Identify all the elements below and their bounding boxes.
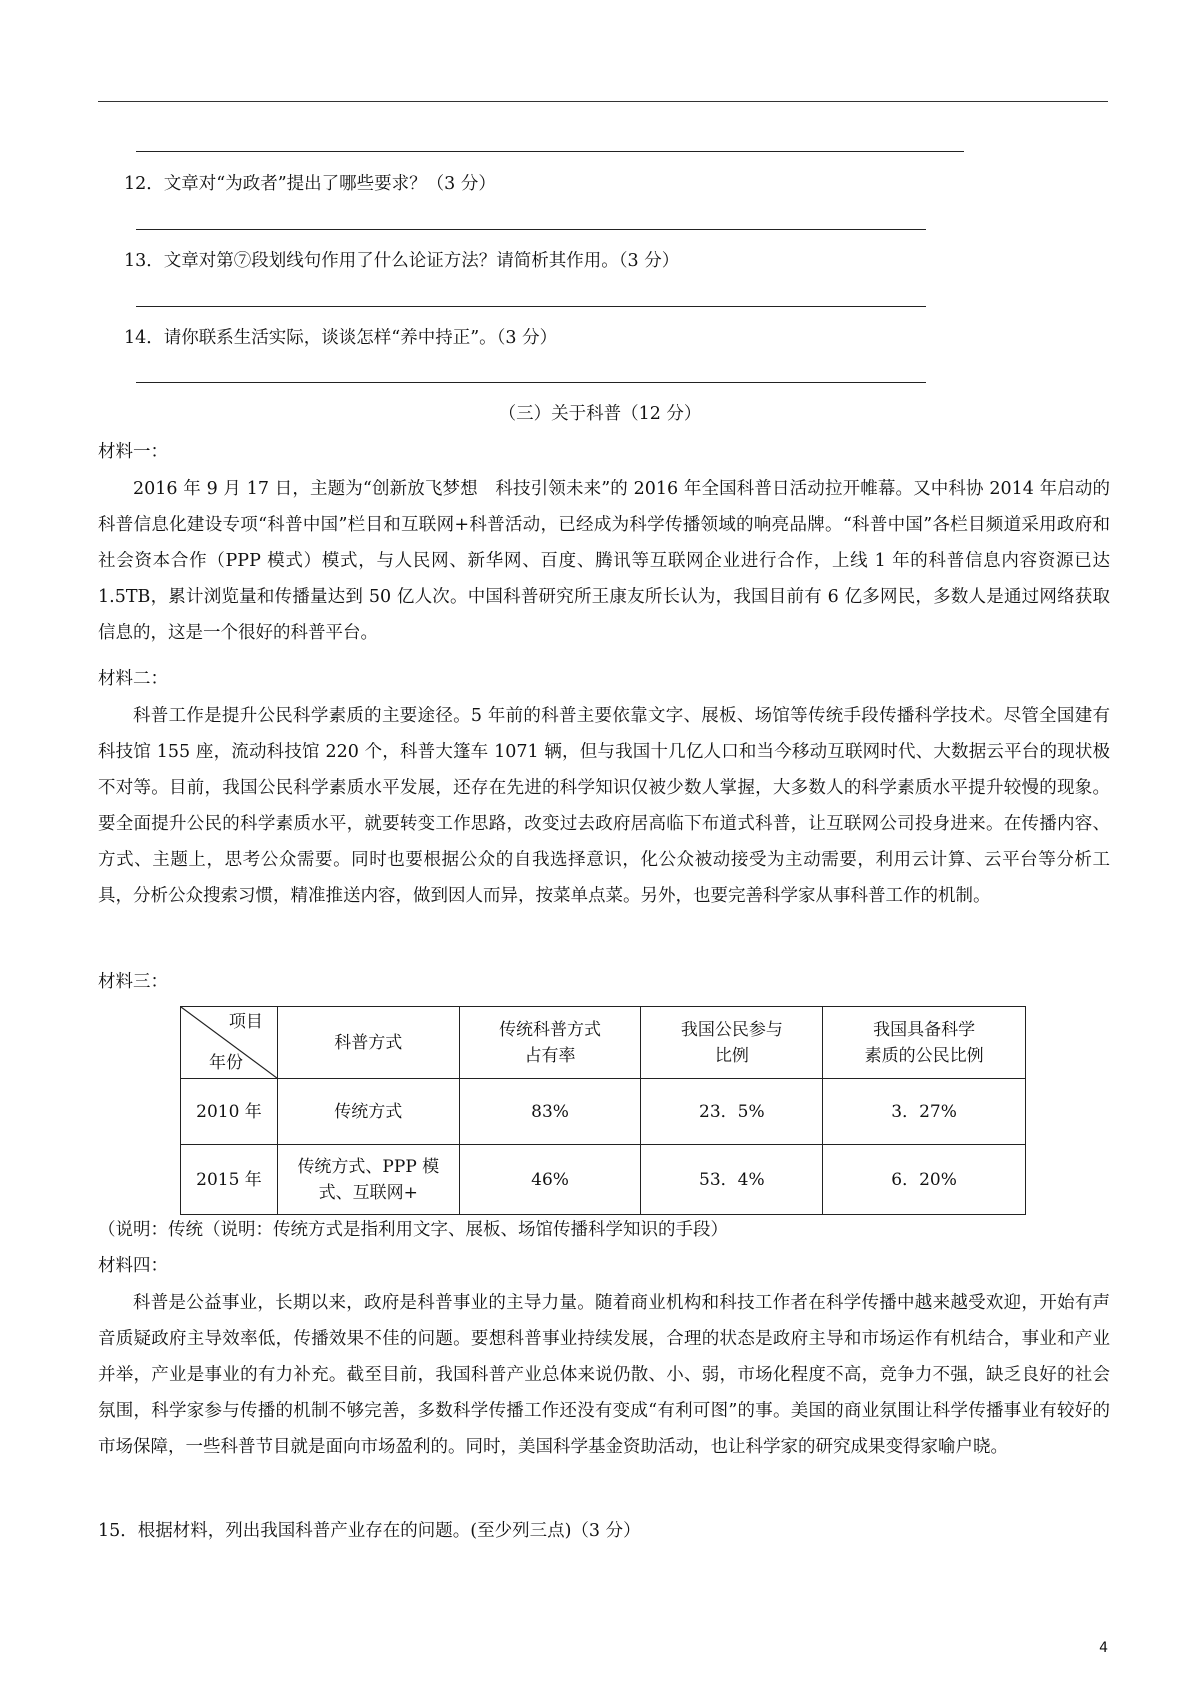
cell-method: 传统方式、PPP 模 式、互联网+: [277, 1145, 459, 1215]
cell-year: 2010 年: [181, 1079, 278, 1145]
cell-share: 46%: [459, 1145, 641, 1215]
header-participation: 我国公民参与 比例: [641, 1007, 823, 1079]
material-3-label: 材料三：: [98, 972, 168, 992]
question-12: 12．文章对“为政者”提出了哪些要求？（3 分）: [124, 174, 496, 194]
material-4-text: 科普是公益事业，长期以来，政府是科普事业的主导力量。随着商业机构和科技工作者在科学传播中越来越受欢迎，开始有声音质疑政府主导效率低，传播效果不佳的问题。要想科普事业持续发展，合理的状态是政府主导和市场运作有机结合，事业和产业并举，产业是事业的有力补充。截至目前，我国科普产业总体来说仍散、小、弱，市场化程度不高，竞争力不强，缺乏良好的社会氛围，科学家参与传播的机制不够完善，多数科学传播工作还没有变成“有利可图”的事。美国的商业氛围让科学传播事业有较好的市场保障，一些科普节目就是面向市场盈利的。同时，美国科学基金资助活动，也让科学家的研究成果变得家喻户晓。: [98, 1293, 1110, 1457]
question-15: 15．根据材料，列出我国科普产业存在的问题。(至少列三点)（3 分）: [98, 1521, 641, 1541]
cell-year: 2015 年: [181, 1145, 278, 1215]
header-method: 科普方式: [277, 1007, 459, 1079]
header-rule: [98, 101, 1108, 102]
diag-header-item: 项目: [228, 1012, 263, 1032]
material-2-label: 材料二：: [98, 669, 168, 689]
table-header-row: [181, 1007, 1026, 1079]
question-14: 14．请你联系生活实际，谈谈怎样“养中持正”。（3 分）: [124, 328, 558, 348]
answer-line-12: [136, 229, 926, 230]
section-title: （三）关于科普（12 分）: [498, 404, 702, 424]
material-4-label: 材料四：: [98, 1256, 168, 1276]
question-13: 13．文章对第⑦段划线句作用了什么论证方法？请简析其作用。（3 分）: [124, 251, 680, 271]
cell-literacy: 6．20%: [823, 1145, 1026, 1215]
table-row: [181, 1145, 1026, 1215]
cell-participation: 23．5%: [641, 1079, 823, 1145]
table-diagonal-header: [181, 1007, 278, 1079]
material-1-label: 材料一：: [98, 442, 168, 462]
page-number: 4: [1099, 1640, 1108, 1656]
answer-line-11: [136, 151, 964, 152]
material-2-text: 科普工作是提升公民科学素质的主要途径。5 年前的科普主要依靠文字、展板、场馆等传统手段传播科学技术。尽管全国建有科技馆 155 座，流动科技馆 220 个，科普大篷车 1071 辆，但与我国十几亿人口和当今移动互联网时代、大数据云平台的现状极不对等。目前，我国公民科学素质水平发展，还存在先进的科学知识仅被少数人掌握，大多数人的科学素质水平提升较慢的现象。要全面提升公民的科学素质水平，就要转变工作思路，改变过去政府居高临下布道式科普，让互联网公司投身进来。在传播内容、方式、主题上，思考公众需要。同时也要根据公众的自我选择意识，化公众被动接受为主动需要，利用云计算、云平台等分析工具，分析公众搜索习惯，精准推送内容，做到因人而异，按菜单点菜。另外，也要完善科学家从事科普工作的机制。: [98, 706, 1110, 906]
cell-literacy: 3．27%: [823, 1079, 1026, 1145]
header-share: 传统科普方式 占有率: [459, 1007, 641, 1079]
cell-share: 83%: [459, 1079, 641, 1145]
cell-participation: 53．4%: [641, 1145, 823, 1215]
diag-header-year: 年份: [209, 1053, 243, 1073]
cell-method: 传统方式: [277, 1079, 459, 1145]
material-3-table: [180, 1006, 1026, 1215]
header-literacy: 我国具备科学 素质的公民比例: [823, 1007, 1026, 1079]
material-1-text: 2016 年 9 月 17 日，主题为“创新放飞梦想 科技引领未来”的 2016 年全国科普日活动拉开帷幕。又中科协 2014 年启动的科普信息化建设专项“科普中国”栏目和互联网+科普活动，已经成为科学传播领域的响亮品牌。“科普中国”各栏目频道采用政府和社会资本合作（PPP 模式）模式，与人民网、新华网、百度、腾讯等互联网企业进行合作，上线 1 年的科普信息内容资源已达 1.5TB，累计浏览量和传播量达到 50 亿人次。中国科普研究所王康友所长认为，我国目前有 6 亿多网民，多数人是通过网络获取信息的，这是一个很好的科普平台。: [98, 479, 1110, 643]
answer-line-13: [136, 306, 926, 307]
material-3-note: （说明：传统（说明：传统方式是指利用文字、展板、场馆传播科学知识的手段）: [98, 1220, 728, 1240]
answer-line-14: [136, 382, 926, 383]
table-row: [181, 1079, 1026, 1145]
